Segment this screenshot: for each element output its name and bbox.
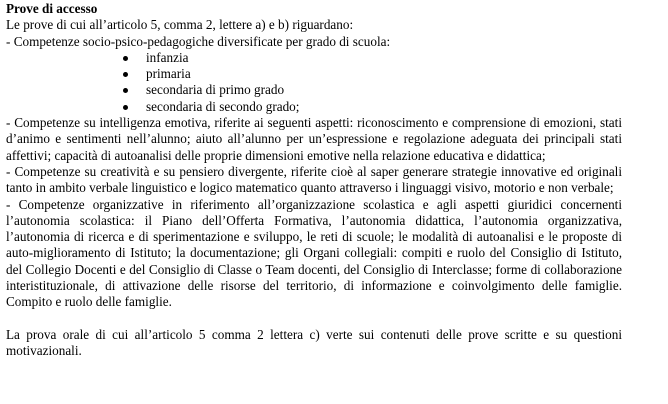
list-item: secondaria di secondo grado; <box>6 99 622 115</box>
competence-intelligenza-emotiva: - Competenze su intelligenza emotiva, riferite ai seguenti aspetti: riconoscimento e comprensione di emozioni, stati d’animo e sentimenti nell’alunno; aiuto all’alunno per un’espressione e regolazione adeguata dei principali stati affettivi; capacità di autoanalisi delle proprie dimensioni emotive nella relazione educativa e didattica; <box>6 115 622 163</box>
school-level-list <box>6 50 622 115</box>
competence-socio-psico-pedagogiche: - Competenze socio-psico-pedagogiche diversificate per grado di scuola: <box>6 33 391 49</box>
intro-text: Le prove di cui all’articolo 5, comma 2, lettere a) e b) riguardano: <box>6 17 354 33</box>
paragraph-spacer <box>6 311 622 327</box>
section-title: Prove di accesso <box>6 1 98 16</box>
competence-organizzative: - Competenze organizzative in riferimento all’organizzazione scolastica e agli aspetti giuridici concernenti l’autonomia scolastica: il Piano dell’Offerta Formativa, l’autonomia didattica, l’autonomia organizzativa, l’autonomia di ricerca e di sperimentazione e sviluppo, le reti di scuole; le modalità di autoanalisi e le proposte di auto-miglioramento di Istituto; la documentazione; gli Organi collegiali: compiti e ruolo del Consiglio di Istituto, del Collegio Docenti e del Consiglio di Classe o Team docenti, del Consiglio di Interclasse; forme di collaborazione interistituzionale, di attivazione delle risorse del territorio, di informazione e coinvolgimento delle famiglie. Compito e ruolo delle famiglie. <box>6 196 622 310</box>
oral-exam-text: La prova orale di cui all’articolo 5 comma 2 lettera c) verte sui contenuti delle prove scritte e su questioni motivazionali. <box>6 326 622 359</box>
competence-creativita: - Competenze su creatività e su pensiero divergente, riferite cioè al saper generare strategie innovative ed originali tanto in ambito verbale linguistico e logico matematico quanto attraverso i linguaggi visivo, motorio e non verbale; <box>6 163 622 196</box>
list-item: primaria <box>6 66 622 82</box>
list-item: infanzia <box>6 50 622 66</box>
list-item: secondaria di primo grado <box>6 82 622 98</box>
document-body <box>6 1 622 360</box>
